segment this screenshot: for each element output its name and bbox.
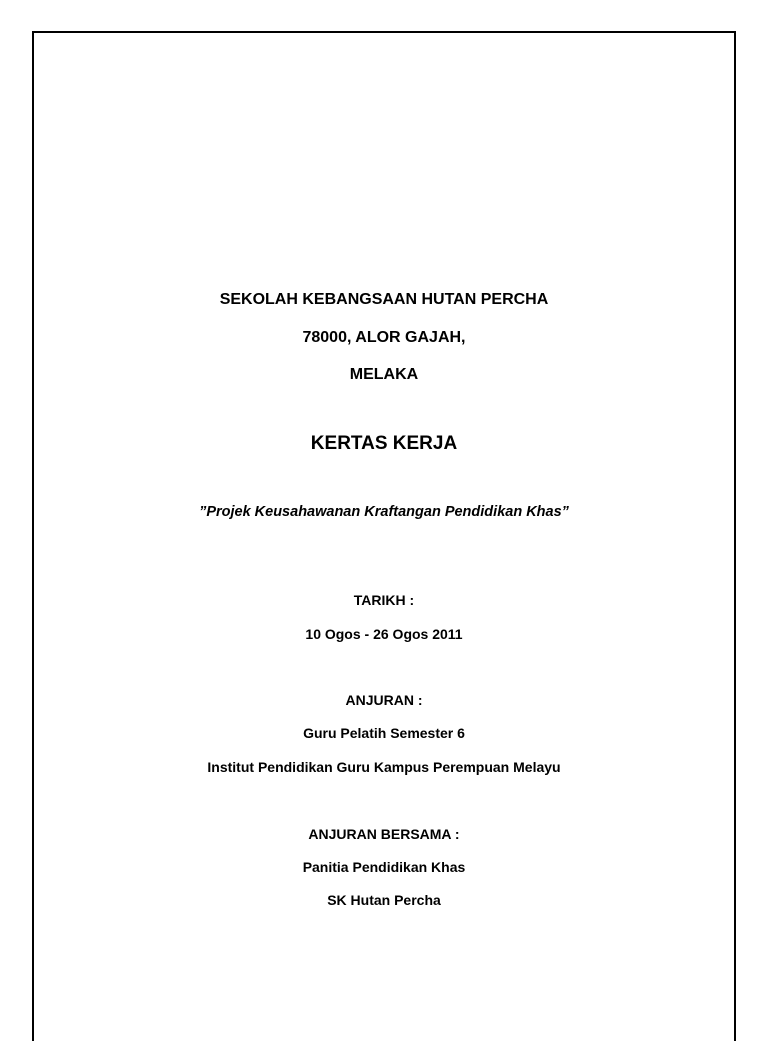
school-address-line1: 78000, ALOR GAJAH, <box>302 329 466 346</box>
page-border <box>32 31 736 1041</box>
co-organizer-label: ANJURAN BERSAMA : <box>308 826 460 842</box>
co-organizer-line2: SK Hutan Percha <box>327 892 441 908</box>
document-title: KERTAS KERJA <box>310 433 458 454</box>
organizer-line2: Institut Pendidikan Guru Kampus Perempuan Melayu <box>207 759 561 775</box>
date-label: TARIKH : <box>353 592 415 608</box>
school-address-line2: MELAKA <box>349 366 419 383</box>
co-organizer-line1: Panitia Pendidikan Khas <box>302 859 466 875</box>
organizer-line1: Guru Pelatih Semester 6 <box>303 725 465 741</box>
project-title: ”Projek Keusahawanan Kraftangan Pendidikan Khas” <box>199 504 569 520</box>
school-name: SEKOLAH KEBANGSAAN HUTAN PERCHA <box>219 291 549 308</box>
organizer-label: ANJURAN : <box>345 692 423 708</box>
date-value: 10 Ogos - 26 Ogos 2011 <box>305 626 463 642</box>
